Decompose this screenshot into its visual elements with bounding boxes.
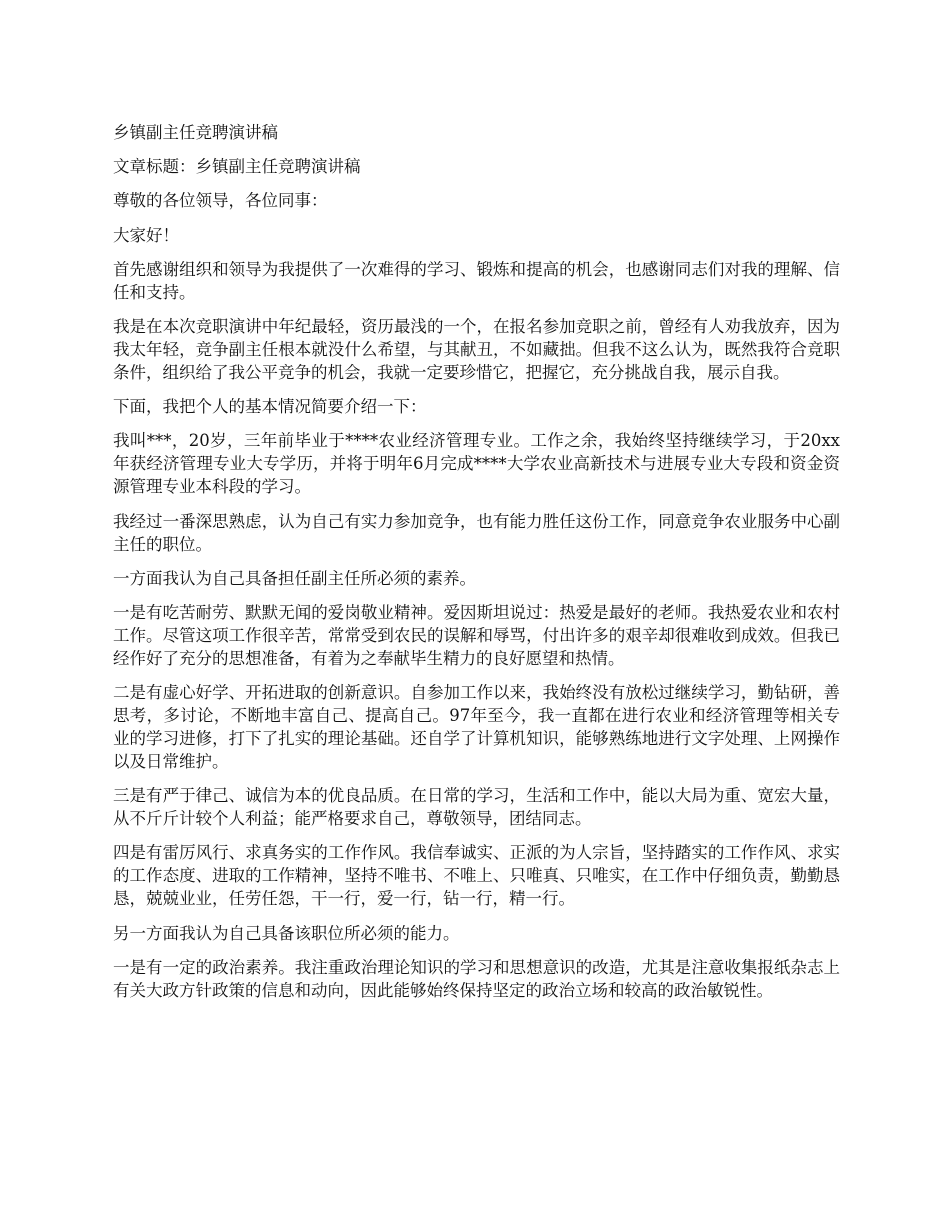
paragraph-quality-3: 三是有严于律己、诚信为本的优良品质。在日常的学习，生活和工作中，能以大局为重、宽宏大量，从不斤斤计较个人利益；能严格要求自己，尊敬领导，团结同志。: [113, 786, 840, 829]
greeting: 大家好！: [113, 225, 179, 245]
document-page: [113, 121, 840, 1013]
paragraph-ability-1: 一是有一定的政治素养。我注重政治理论知识的学习和思想意识的改造，尤其是注意收集报纸杂志上有关大政方针政策的信息和动向，因此能够始终保持坚定的政治立场和较高的政治敏锐性。: [113, 957, 840, 1000]
document-title: 乡镇副主任竞聘演讲稿: [113, 123, 278, 142]
paragraph-thanks: 首先感谢组织和领导为我提供了一次难得的学习、锻炼和提高的机会，也感谢同志们对我的理解、信任和支持。: [113, 259, 840, 302]
paragraph-abilities-lead: 另一方面我认为自己具备该职位所必须的能力。: [113, 923, 460, 943]
paragraph-quality-1: 一是有吃苦耐劳、默默无闻的爱岗敬业精神。爱因斯坦说过：热爱是最好的老师。我热爱农业和农村工作。尽管这项工作很辛苦，常常受到农民的误解和辱骂，付出许多的艰辛却很难收到成效。但我已经作好了充分的思想准备，有着为之奉献毕生精力的良好愿望和热情。: [113, 602, 840, 668]
paragraph-decision: 我经过一番深思熟虑，认为自己有实力参加竞争，也有能力胜任这份工作，同意竞争农业服务中心副主任的职位。: [113, 511, 840, 554]
paragraph-background: 我叫***，20岁，三年前毕业于****农业经济管理专业。工作之余，我始终坚持继续学习，于20xx年获经济管理专业大专学历，并将于明年6月完成****大学农业高新技术与进展专业大专段和资金资源管理专业本科段的学习。: [113, 431, 840, 497]
paragraph-quality-2: 二是有虚心好学、开拓进取的创新意识。自参加工作以来，我始终没有放松过继续学习，勤钻研，善思考，多讨论，不断地丰富自己、提高自己。97年至今，我一直都在进行农业和经济管理等相关专业的学习进修，打下了扎实的理论基础。还自学了计算机知识，能够熟练地进行文字处理、上网操作以及日常维护。: [113, 683, 840, 772]
paragraph-intro-lead: 下面，我把个人的基本情况简要介绍一下：: [113, 397, 427, 417]
article-title-line: 文章标题：乡镇副主任竞聘演讲稿: [113, 157, 361, 177]
paragraph-youngest: 我是在本次竞职演讲中年纪最轻，资历最浅的一个，在报名参加竞职之前，曾经有人劝我放弃，因为我太年轻，竞争副主任根本就没什么希望，与其献丑，不如藏拙。但我不这么认为，既然我符合竞职条件，组织给了我公平竞争的机会，我就一定要珍惜它，把握它，充分挑战自我，展示自我。: [113, 316, 840, 382]
paragraph-quality-4: 四是有雷厉风行、求真务实的工作作风。我信奉诚实、正派的为人宗旨，坚持踏实的工作作风、求实的工作态度、进取的工作精神，坚持不唯书、不唯上、只唯真、只唯实，在工作中仔细负责，勤勤恳恳，兢兢业业，任劳任怨，干一行，爱一行，钻一行，精一行。: [113, 843, 840, 909]
paragraph-qualities-lead: 一方面我认为自己具备担任副主任所必须的素养。: [113, 568, 476, 588]
salutation: 尊敬的各位领导，各位同事：: [113, 191, 328, 211]
